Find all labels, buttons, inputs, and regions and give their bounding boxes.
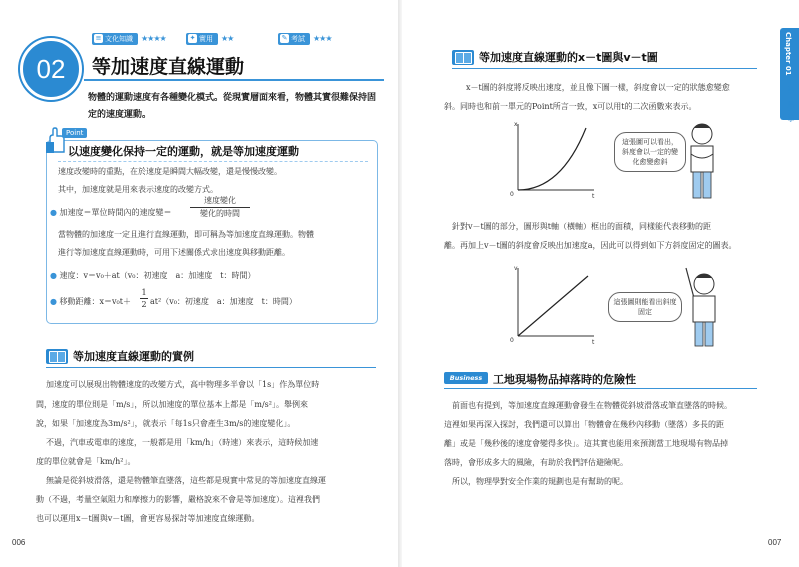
business-badge: Business [444,372,488,384]
body-line: 斜。同時也和前一單元的Point所言一致，x可以用t的二次函數來表示。 [444,102,697,111]
star-icon: ✦ [189,33,196,42]
title-underline [84,79,384,81]
page-title: 等加速度直線運動 [92,56,245,78]
x-axis-label: t [592,193,595,198]
fraction-denominator: 變化的時間 [200,209,240,218]
heading-rule [444,388,757,389]
y-axis-label: v [514,265,518,272]
body-line: 說，如果「加速度為3m/s²」，就表示「每1s只會產生3m/s的速度變化」。 [36,419,296,428]
body-line: 離」或是「幾秒後的速度會變得多快」。這其實也能用來預測當工地現場有物品掉 [444,439,728,448]
heading-rule [452,68,757,69]
section-number: 02 [20,38,82,100]
body-line: 落時，會形成多大的風險，有助於我們評估避險呢。 [444,458,628,467]
tag-culture: ≡ 文化知識 ★★★★ [92,32,166,45]
subject-label: 力學・熱力學 [787,80,795,122]
speech-bubble: 這張圖可以看出，斜度會以一定的變化愈變愈斜 [614,132,686,172]
bullet-icon: ● [50,297,57,306]
book-spine [398,0,402,567]
body-line: 加速度可以展現出物體速度的改變方式，高中物理多半會以「1s」作為單位時 [46,380,320,389]
page-number-right: 007 [768,538,782,547]
section-heading-danger: 工地現場物品掉落時的危險性 [493,373,636,386]
point-line: 當物體的加速度一定且進行直線運動，即可稱為等加速度直線運動。物體 [58,230,314,239]
fraction-numerator: 速度變化 [190,195,250,208]
lead-text: 物體的運動速度有各種變化模式。從現實層面來看，物體其實很難保持固定的速度運動。 [88,93,377,120]
person-illustration [682,118,726,202]
tag-exam: ✎ 考試 ★★★ [278,32,332,45]
section-heading-graphs: 等加速度直線運動的x－t圖與v－t圖 [452,48,658,66]
body-line: x－t圖的斜度將反映出速度，並且像下圖一樣，斜度會以一定的狀態愈變愈 [466,83,730,92]
bullet-icon: ● [50,208,57,217]
point-badge: Point [62,128,87,138]
tag-practical: ✦ 實用 ★★ [186,32,233,45]
section-heading-examples: 等加速度直線運動的實例 [46,347,194,365]
fraction [190,195,250,220]
parabola-curve [518,128,586,190]
accel-formula: ● 加速度＝單位時間內的速度變＝ [50,208,172,217]
point-title: 以速度變化保持一定的運動，就是等加速度運動 [68,145,299,158]
heading-rule [46,367,376,368]
body-line: 所以，物理學對安全作業的規劃也是有幫助的呢。 [452,477,628,486]
body-line: 間，速度的單位則是「m/s」，所以加速度的單位基本上都是「m/s²」。舉例來 [36,400,308,409]
y-axis-label: x [514,121,518,128]
point-line: 進行等加速度直線運動時，可用下述關係式求出速度與移動距離。 [58,248,290,257]
body-line: 度的單位就會是「km/h²」。 [36,457,136,466]
page-number-left: 006 [12,538,26,547]
x-t-graph [506,120,598,198]
body-line: 無論是從斜坡滑落，還是物體筆直墜落，這些都是現實中常見的等加速度直線運 [46,476,326,485]
point-line: 其中，加速度就是用來表示速度的改變方式。 [58,185,218,194]
pencil-icon: ✎ [281,33,288,42]
body-line: 針對v－t圖的部分，圖形與t軸（橫軸）框出的面積，同樣能代表移動的距 [452,222,711,231]
divider [58,161,368,162]
open-book-icon [46,349,68,364]
origin-label: 0 [510,337,514,344]
pointing-person-illustration [680,262,724,350]
open-book-icon [452,50,474,65]
book-icon: ≡ [95,33,102,42]
velocity-formula: ● 速度：v＝v₀＋at（v₀：初速度 a：加速度 t：時間） [50,271,256,280]
body-line: 這裡如果再深入探討，我們還可以算出「物體會在幾秒內移動（墜落）多長的距 [444,420,724,429]
body-line: 也可以運用x－t圖與v－t圖，會更容易探討等加速度直線運動。 [36,514,260,523]
point-line: 速度改變時的重點，在於速度是瞬間大幅改變，還是慢慢改變。 [58,167,282,176]
linear-line [518,276,588,336]
v-t-graph [506,264,598,344]
distance-formula: ● 移動距離：x＝v₀t＋ [50,297,131,306]
body-line: 前面也有提到，等加速度直線運動會發生在物體從斜坡滑落或筆直墜落的時候。 [452,401,732,410]
bullet-icon: ● [50,271,57,280]
origin-label: 0 [510,191,514,198]
body-line: 不過，汽車或電車的速度，一般都是用「km/h」（時速）來表示，這時候加速 [46,438,319,447]
x-axis-label: t [592,339,595,344]
fraction-half: 1 2 [141,288,147,309]
body-line: 動（不過，考量空氣阻力和摩擦力的影響，嚴格說來不會是等加速度）。這裡我們 [36,495,320,504]
speech-bubble: 這張圖則能看出斜度固定 [608,292,682,322]
distance-formula-rest: at²（v₀：初速度 a：加速度 t：時間） [150,297,297,306]
chapter-label: Chapter 01 [784,32,792,76]
body-line: 離。再加上v－t圖的斜度會反映出加速度a，因此可以得到如下方斜度固定的圖表。 [444,241,737,250]
